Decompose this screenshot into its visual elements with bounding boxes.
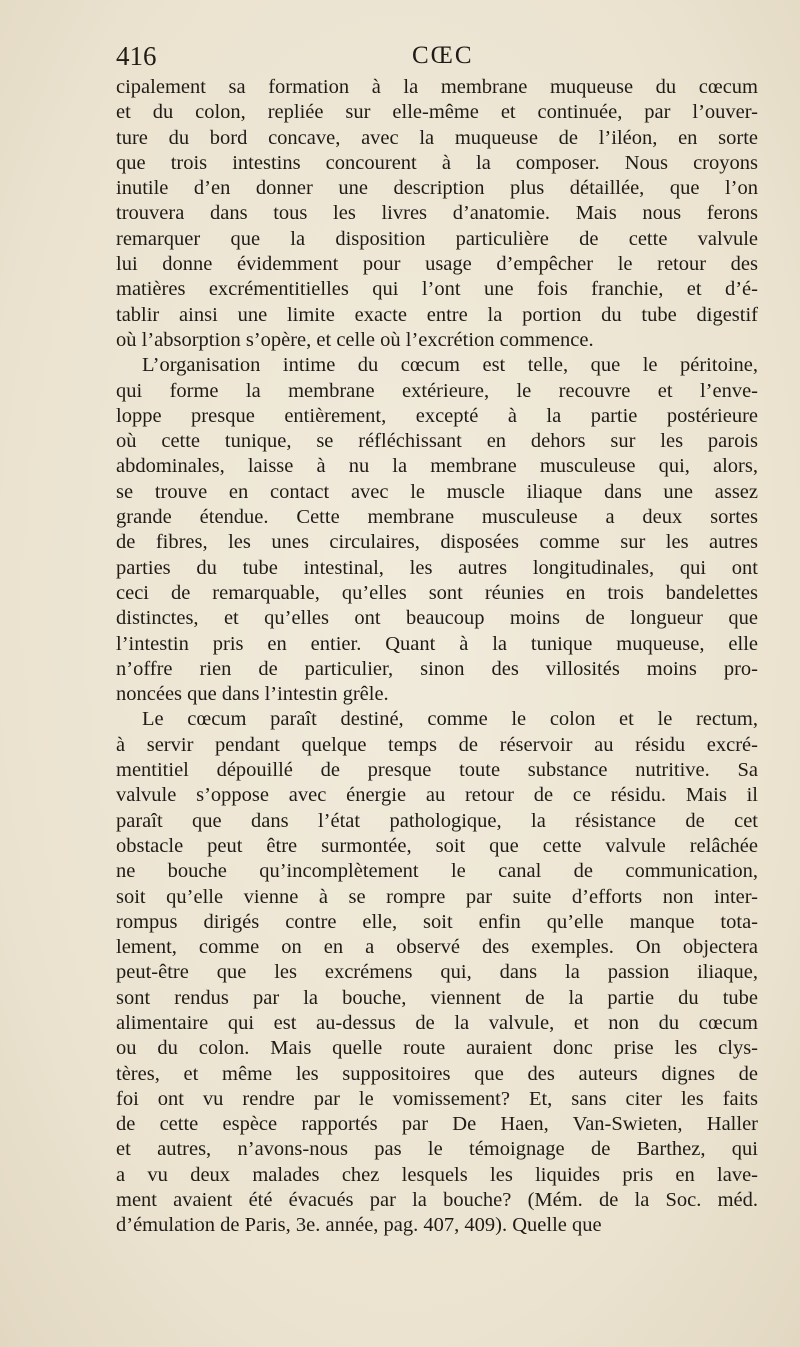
text-line: ou du colon. Mais quelle route auraient donc prise les clys- bbox=[116, 1037, 758, 1060]
text-line: ture du bord concave, avec la muqueuse de l’iléon, en sorte bbox=[116, 126, 758, 149]
running-title: CŒC bbox=[412, 42, 474, 69]
paragraph bbox=[116, 707, 758, 1238]
text-line: a vu deux malades chez lesquels les liquides pris en lave- bbox=[116, 1163, 758, 1186]
page-header bbox=[116, 38, 758, 74]
text-line: tères, et même les suppositoires que des auteurs dignes de bbox=[116, 1062, 758, 1085]
text-line: ment avaient été évacués par la bouche? (Mém. de la Soc. méd. bbox=[116, 1189, 758, 1212]
page-number: 416 bbox=[116, 41, 157, 71]
text-line: paraît que dans l’état pathologique, la résistance de cet bbox=[116, 809, 758, 832]
text-line: mentitiel dépouillé de presque toute substance nutritive. Sa bbox=[116, 759, 758, 782]
text-line: inutile d’en donner une description plus détaillée, que l’on bbox=[116, 177, 758, 200]
text-line: n’offre rien de particulier, sinon des villosités moins pro- bbox=[116, 657, 758, 680]
text-line: L’organisation intime du cœcum est telle, que le péritoine, bbox=[142, 354, 758, 377]
text-line: sont rendus par la bouche, viennent de la partie du tube bbox=[116, 986, 758, 1009]
text-line: cipalement sa formation à la membrane muqueuse du cœcum bbox=[116, 76, 758, 98]
text-line: ne bouche qu’incomplètement le canal de communication, bbox=[116, 860, 758, 883]
text-line: noncées que dans l’intestin grêle. bbox=[116, 683, 389, 706]
text-line: obstacle peut être surmontée, soit que cette valvule relâchée bbox=[116, 834, 758, 857]
text-line: où l’absorption s’opère, et celle où l’excrétion commence. bbox=[116, 328, 594, 351]
text-line: se trouve en contact avec le muscle iliaque dans une assez bbox=[116, 480, 758, 503]
paragraph bbox=[116, 75, 758, 353]
text-line: de fibres, les unes circulaires, disposées comme sur les autres bbox=[116, 531, 758, 554]
text-line: et du colon, repliée sur elle-même et continuée, par l’ouver- bbox=[116, 101, 758, 124]
text-line: parties du tube intestinal, les autres longitudinales, qui ont bbox=[116, 556, 758, 579]
text-line: abdominales, laisse à nu la membrane musculeuse qui, alors, bbox=[116, 455, 758, 478]
text-line: qui forme la membrane extérieure, le recouvre et l’enve- bbox=[116, 379, 758, 402]
body-text bbox=[116, 75, 758, 1239]
text-line: de cette espèce rapportés par De Haen, Van-Swieten, Haller bbox=[116, 1113, 758, 1136]
text-line: alimentaire qui est au-dessus de la valvule, et non du cœcum bbox=[116, 1011, 758, 1034]
paragraph bbox=[116, 353, 758, 707]
text-line: trouvera dans tous les livres d’anatomie. Mais nous ferons bbox=[116, 202, 758, 225]
text-line: lement, comme on en a observé des exemples. On objectera bbox=[116, 936, 758, 959]
text-line: Le cœcum paraît destiné, comme le colon et le rectum, bbox=[142, 708, 758, 731]
text-line: d’émulation de Paris, 3e. année, pag. 407, 409). Quelle que bbox=[116, 1214, 602, 1237]
text-line: lui donne évidemment pour usage d’empêcher le retour des bbox=[116, 253, 758, 276]
text-line: remarquer que la disposition particulière de cette valvule bbox=[116, 227, 758, 250]
text-line: et autres, n’avons-nous pas le témoignage de Barthez, qui bbox=[116, 1138, 758, 1161]
text-line: distinctes, et qu’elles ont beaucoup moins de longueur que bbox=[116, 607, 758, 630]
text-line: rompus dirigés contre elle, soit enfin qu’elle manque tota- bbox=[116, 910, 758, 933]
text-line: où cette tunique, se réfléchissant en dehors sur les parois bbox=[116, 430, 758, 453]
text-line: que trois intestins concourent à la composer. Nous croyons bbox=[116, 151, 758, 174]
text-line: soit qu’elle vienne à se rompre par suite d’efforts non inter- bbox=[116, 885, 758, 908]
text-line: peut-être que les excrémens qui, dans la passion iliaque, bbox=[116, 961, 758, 984]
text-line: foi ont vu rendre par le vomissement? Et, sans citer les faits bbox=[116, 1087, 758, 1110]
text-line: matières excrémentitielles qui l’ont une fois franchie, et d’é- bbox=[116, 278, 758, 301]
text-line: à servir pendant quelque temps de réservoir au résidu excré- bbox=[116, 733, 758, 756]
text-line: ceci de remarquable, qu’elles sont réunies en trois bandelettes bbox=[116, 581, 758, 604]
text-line: loppe presque entièrement, excepté à la partie postérieure bbox=[116, 404, 758, 427]
text-line: grande étendue. Cette membrane musculeuse a deux sortes bbox=[116, 506, 758, 529]
text-line: valvule s’oppose avec énergie au retour de ce résidu. Mais il bbox=[116, 784, 758, 807]
text-line: l’intestin pris en entier. Quant à la tunique muqueuse, elle bbox=[116, 632, 758, 655]
text-line: tablir ainsi une limite exacte entre la portion du tube digestif bbox=[116, 303, 758, 326]
